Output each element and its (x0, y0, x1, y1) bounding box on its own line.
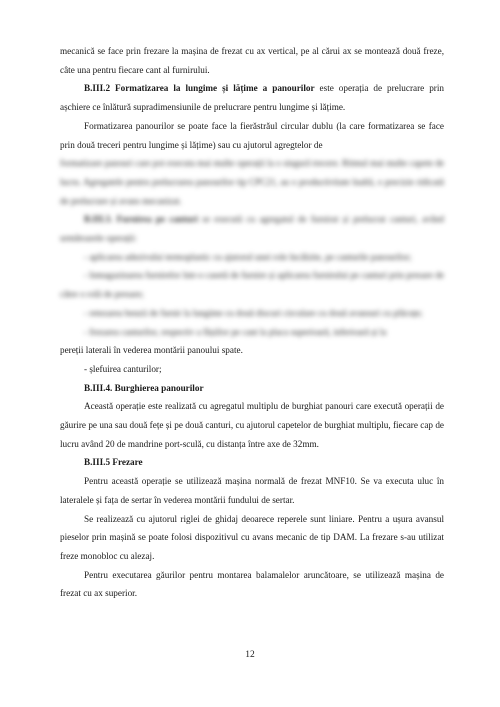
bullet-4-continuation: pereții laterali în vederea montării panoului spate. (60, 345, 243, 356)
blurred-bullet-2: - înmagazinarea furnirelor într-o casetă de furnire și aplicarea furnirului pe canturi prin presare de către o rolă de presare; (60, 270, 444, 300)
blurred-bullet-3: - retezarea benzii de furnir la lungime cu două discuri circulare cu două avansuri cu plăcuțe; (84, 307, 423, 318)
paragraph-frezare-1: Pentru această operație se utilizează mașina normală de frezat MNF10. Se va executa uluc în lateralele și fața de sertar în vederea montării fundului de sertar. (60, 476, 444, 505)
blurred-bullet-1: - aplicarea adezivului termoplastic cu ajutorul unei role încălzite, pe canturile panourilor; (84, 251, 412, 262)
section-heading-frezare: B.III.5 Frezare (84, 457, 143, 468)
blurred-section-furnire (60, 210, 444, 247)
page-number: 12 (245, 650, 255, 660)
paragraph-frezare-3: Pentru executarea găurilor pentru montarea balamalelor aruncătoare, se utilizează mașina de frezat cu ax superior. (60, 569, 444, 599)
blurred-paragraph-agregate: formatizare panouri care pot executa mai multe operații la o singură trecere. Ritmul mai multe capete de lucru. Agregatele pentru prelucrarea panourilor tip CPC21, au o productivitate înaltă, o precizie ridicată de prelucrare și avans mecanizat. (60, 158, 444, 206)
section-text-formatizare: este operația de prelucrare prin așchiere ce înlătură supradimensiunile de prelucrare pentru lungime și lățime. (60, 83, 444, 113)
bullet-slefuire: - șlefuirea canturilor; (84, 363, 162, 374)
blurred-bullet-4: - frezarea canturilor, respectiv a fâșiilor pe cant la placa superioară, inferioară și la (84, 326, 387, 337)
paragraph-intro: mecanică se face prin frezare la mașina de frezat cu ax vertical, pe al cărui ax se montează două freze, câte una pentru fiecare cant al furnirului. (60, 46, 444, 75)
paragraph-burghiere: Această operație este realizată cu agregatul multiplu de burghiat panouri care execută operații de găurire pe una sau două fețe și pe două canturi, cu ajutorul capetelor de burghiat multiplu, fiecare cap de lucru având 20 de mandrine port-sculă, cu distanța între axe de 32mm. (60, 401, 444, 449)
section-heading-burghiere: B.III.4. Burghierea panourilor (84, 382, 204, 393)
paragraph-frezare-2: Se realizează cu ajutorul riglei de ghidaj deoarece reperele sunt liniare. Pentru a ușura avansul pieselor prin mașină se poate folosi dispozitivul cu avans mecanic de tip DAM. La frezare s-au utilizat freze monobloc cu alezaj. (60, 513, 444, 561)
blurred-text-furnire: se execută cu agregatul de furnirat și prelucrat canturi, având următoarele operații: (60, 214, 445, 244)
document-body (60, 42, 444, 603)
paragraph-formatizare-details: Formatizarea panourilor se poate face la fierăstrăul circular dublu (la care formatizarea se face prin două treceri pentru lungime și lățime) sau cu ajutorul agregtelor de (60, 120, 444, 150)
section-heading-formatizare: B.III.2 Formatizarea la lungime și lățime a panourilor (84, 83, 315, 94)
section-b3-2 (60, 79, 444, 116)
blurred-heading-furnire: B.III.3. Furnirea pe canturi (84, 214, 198, 225)
